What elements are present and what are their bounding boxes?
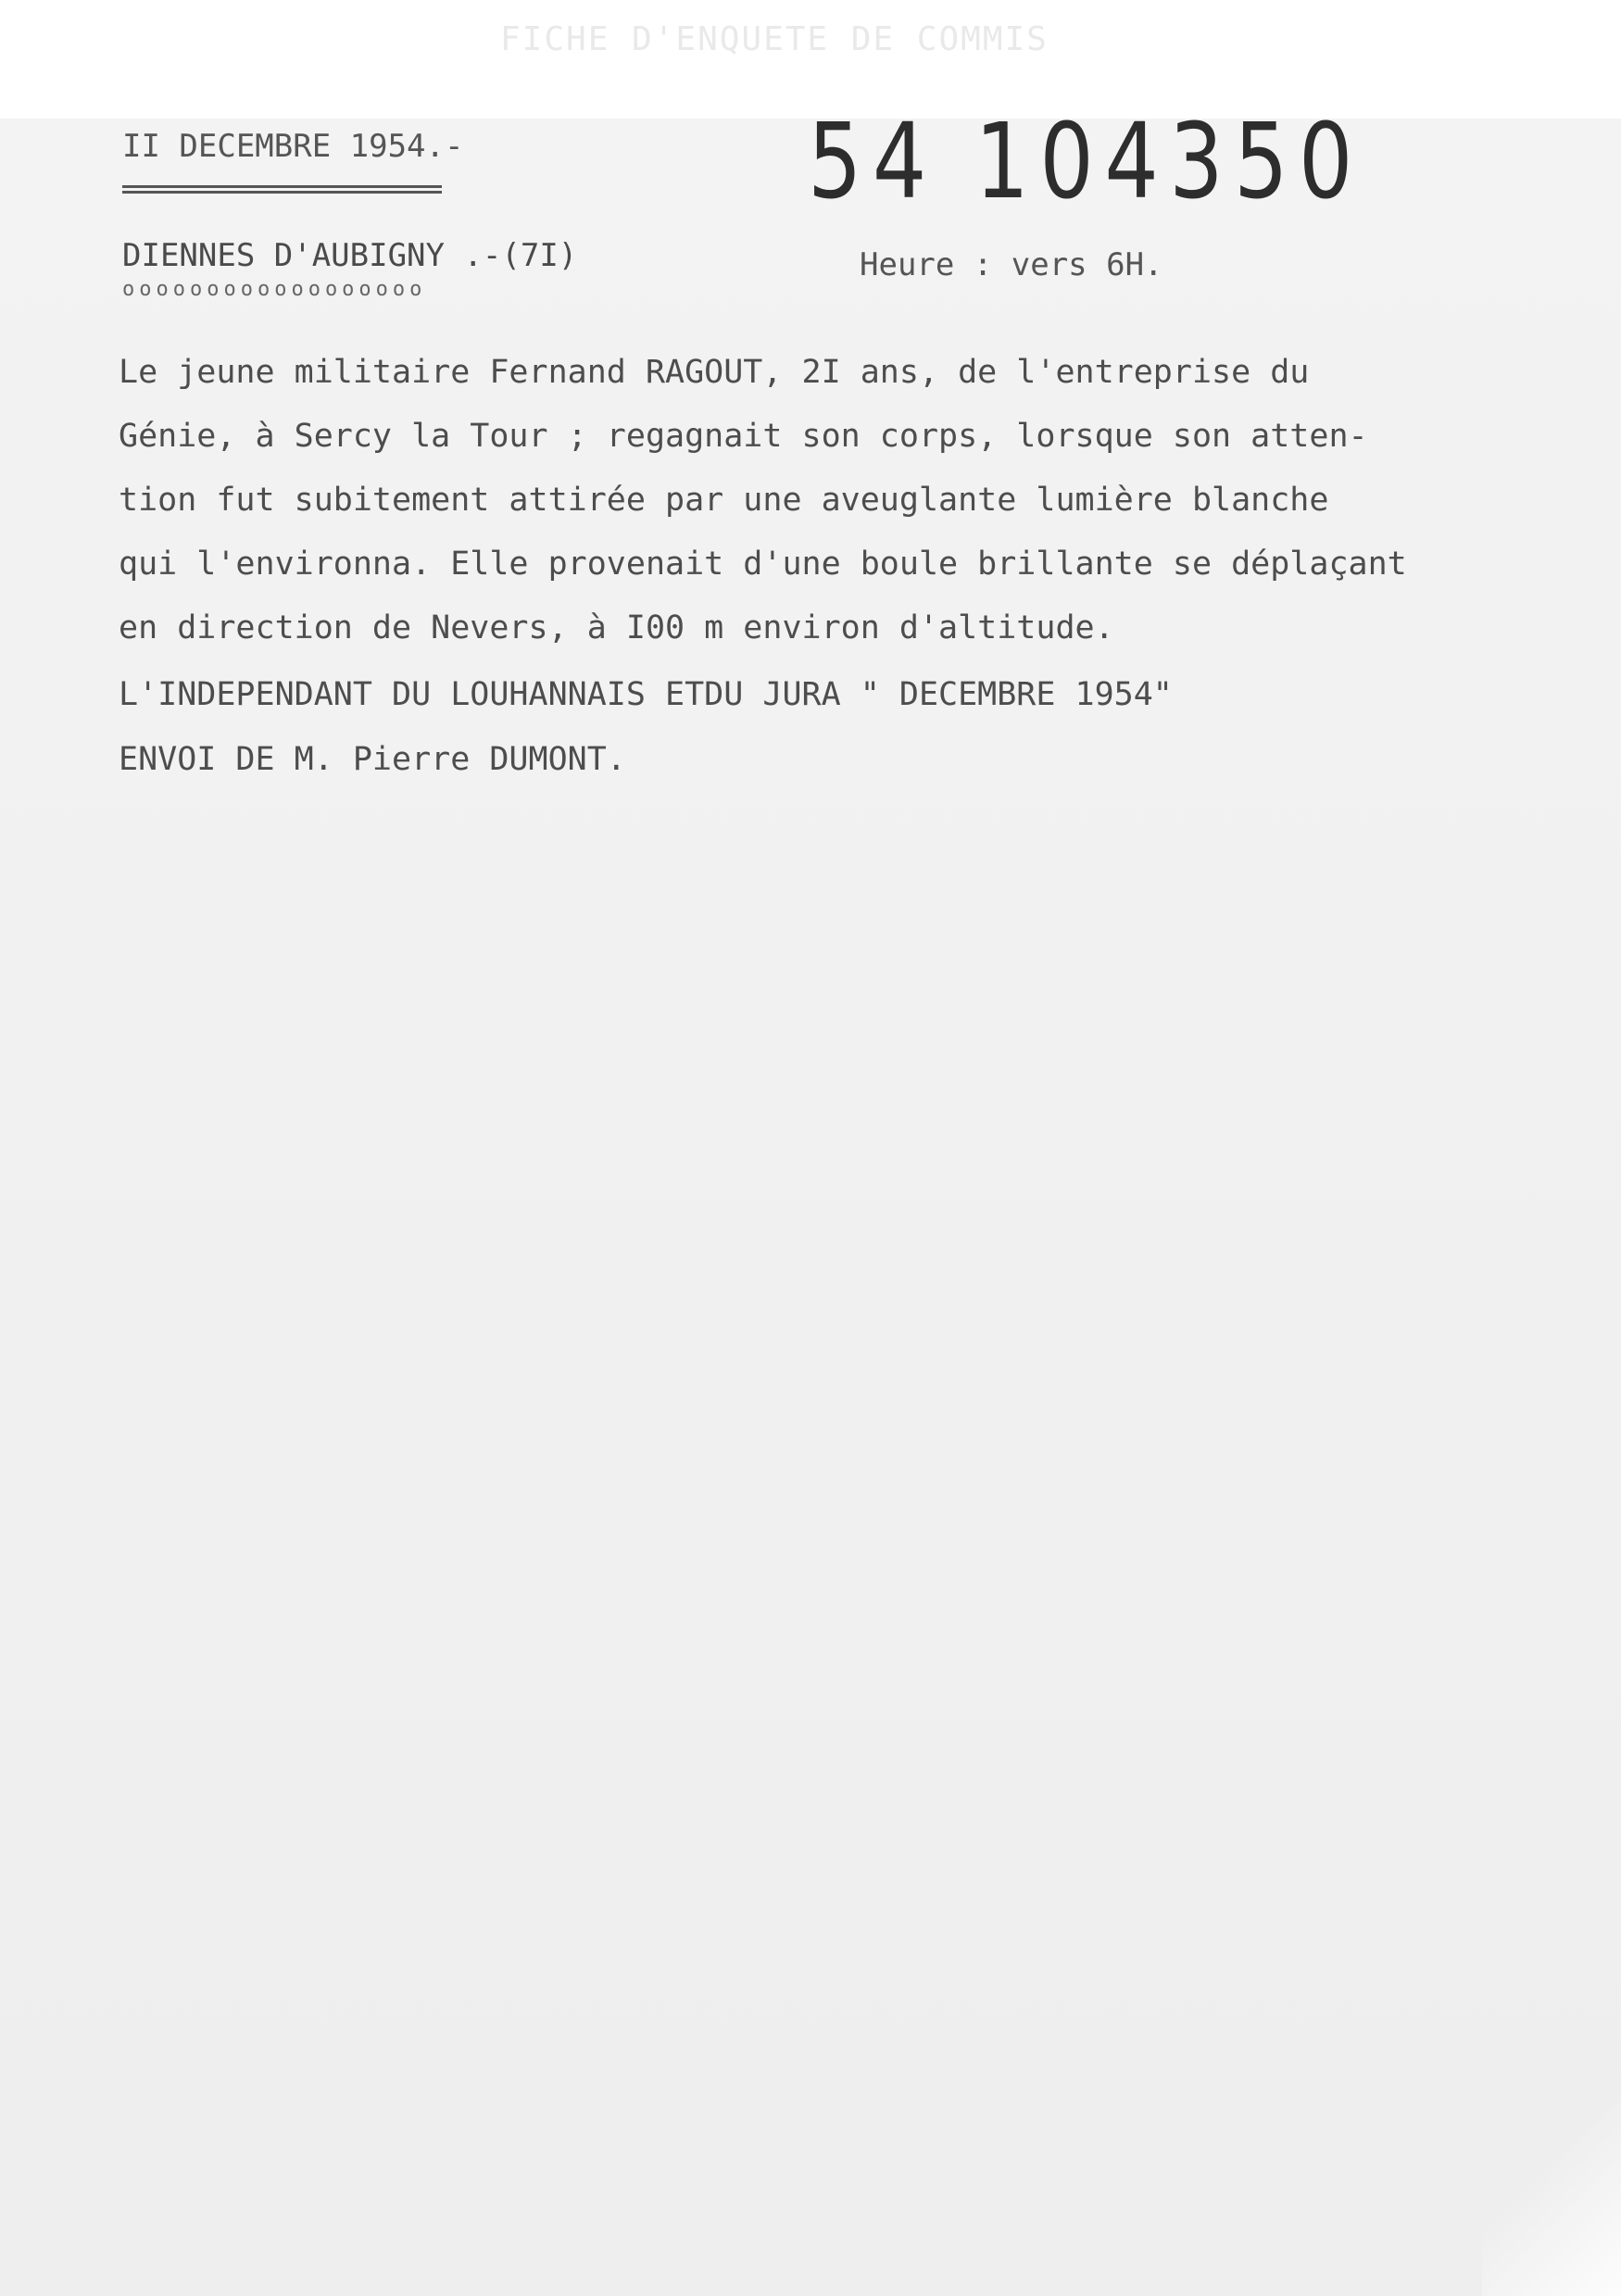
bleed-through-text: FICHE D'ENQUETE DE COMMIS (500, 20, 1049, 58)
location-underline: oooooooooooooooooo (122, 278, 427, 301)
time-of-event: Heure : vers 6H. (860, 246, 1163, 283)
source-citation: L'INDEPENDANT DU LOUHANNAIS ETDU JURA " DECEMBRE 1954" (119, 676, 1173, 713)
body-line: en direction de Nevers, à I00 m environ d'altitude. (119, 609, 1114, 646)
location-heading: DIENNES D'AUBIGNY .-(7I) (122, 237, 578, 274)
body-line: tion fut subitement attirée par une aveuglante lumière blanche (119, 482, 1329, 519)
case-number-stamp: 54 104350 (808, 102, 1363, 222)
body-line: Génie, à Sercy la Tour ; regagnait son corps, lorsque son atten- (119, 418, 1368, 455)
body-line: qui l'environna. Elle provenait d'une boule brillante se déplaçant (119, 546, 1407, 583)
scan-top-margin (0, 0, 1621, 119)
sender-credit: ENVOI DE M. Pierre DUMONT. (119, 741, 626, 778)
date-double-underline (122, 185, 442, 194)
report-date: II DECEMBRE 1954.- (122, 128, 464, 165)
body-line: Le jeune militaire Fernand RAGOUT, 2I ans, de l'entreprise du (119, 354, 1310, 391)
page-fold-shadow (1482, 2018, 1621, 2296)
